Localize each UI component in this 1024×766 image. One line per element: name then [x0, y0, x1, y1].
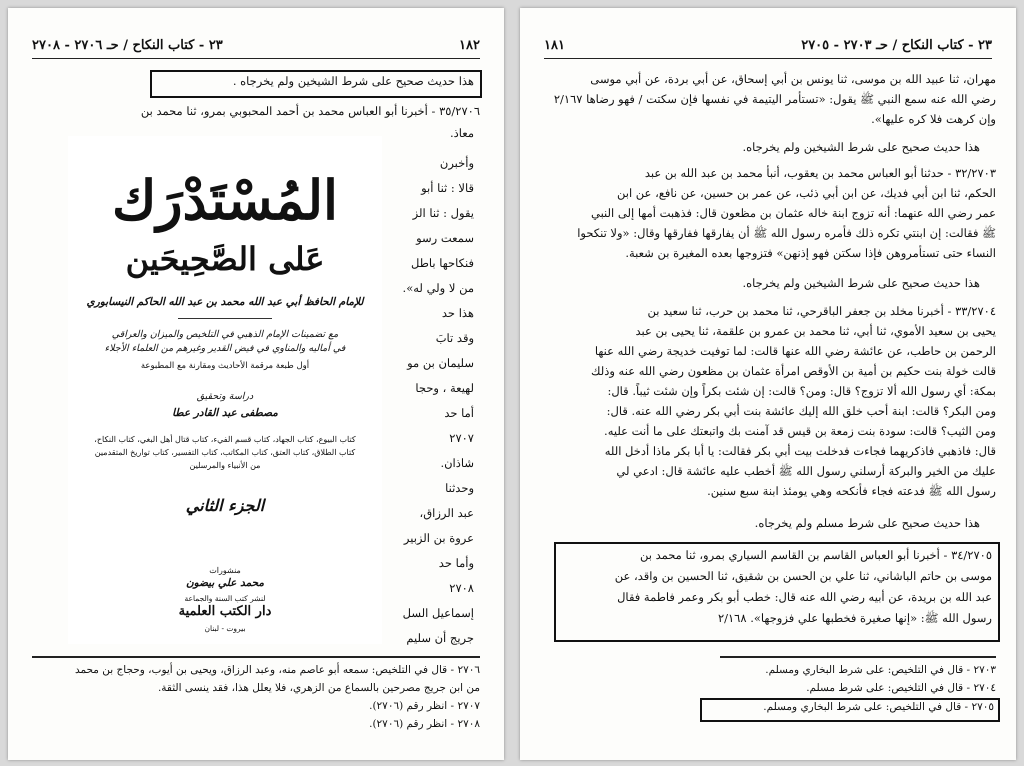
body-line: موسى بن حاتم الباشاني، ثنا علي بن الحسن بن شقيق، ثنا الحسين بن واقد، عن	[614, 569, 992, 583]
cover-description: في أماليه والمناوي في فيض القدير وغيرهم من العلماء الأجلاء	[104, 343, 346, 354]
body-line: عليك من الخير والبركة أرسلني رسول الله ﷺ أخطب عليه عائشة قال: ادعي لي	[616, 464, 996, 478]
grading-note: هذا حديث صحيح على شرط مسلم ولم يخرجاه.	[754, 516, 980, 530]
hadith-2706-head: ٣٥/٢٧٠٦ - أخبرنا أبو العباس محمد بن أحمد المحبوبي بمرو، ثنا محمد بن	[140, 104, 480, 118]
footnote-line: ٢٧٠٤ - قال في التلخيص: على شرط مسلم.	[806, 682, 996, 694]
fragment-line: من لا ولي له».	[402, 281, 474, 295]
fragment-line: عبد الرزاق،	[419, 506, 474, 520]
cover-edition-note: أول طبعة مرقمة الأحاديث ومقارنة مع المطبوعة	[140, 361, 310, 371]
cover-editor: مصطفى عبد القادر عطا	[172, 407, 278, 419]
body-line: وإن كرهت فلا كره عليها».	[871, 112, 996, 126]
fragment-line: جريج أن سليم	[406, 631, 474, 645]
body-line: مهران، ثنا عبيد الله بن موسى، ثنا يونس بن أبي إسحاق، عن أبي بردة، عن أبي موسى	[590, 72, 996, 86]
cover-divider	[178, 318, 272, 319]
fragment-line: ٢٧٠٨	[449, 581, 474, 595]
body-line: قال: فاذهبي فاذكريهما فجاءت فدخلت بيت أبي بكر فقالت: يا أبا بكر ماذا أدخل الله	[604, 444, 996, 458]
fragment-line: ٢٧٠٧	[449, 431, 474, 445]
fragment-line: سليمان بن مو	[407, 356, 474, 370]
body-line: الرحمن بن حاطب، عن عائشة رضي الله عنها قالت: لما توفيت خديجة رضي الله عنها	[594, 344, 996, 358]
footnote-divider	[720, 656, 996, 658]
cover-description: مع تضمينات الإمام الذهبي في التلخيص والميزان والعراقي	[111, 329, 339, 340]
body-line: ﷺ فقالت: إن ابنتي تكره ذلك فأمره رسول الله ﷺ أن يفارقها ففارقها وقال: «ولا تنكحوا	[577, 226, 996, 240]
body-line: ومن الثيب؟ قالت: سودة بنت زمعة بن قيس قد آمنت بك واتبعتك على ما أنت عليه.	[604, 424, 996, 438]
cover-contents: كتاب الطلاق، كتاب العتق، كتاب المكاتب، كتاب التفسير، كتاب تواريخ المتقدمين	[94, 448, 356, 457]
fragment-line: قالا : ثنا أبو	[421, 181, 474, 195]
body-line: بمكة: أي رسول الله ألا تزوج؟ قال: ومن؟ قالت: إن شئت بكراً وإن شئت ثيباً. قال:	[607, 384, 996, 398]
grading-note: هذا حديث صحيح على شرط الشيخين ولم يخرجاه.	[742, 140, 980, 154]
fragment-line: سمعت رسو	[416, 231, 474, 245]
cover-subtitle: عَلى الصَّحِيحَين	[125, 240, 325, 278]
footnote-line: ٢٧٠٧ - انظر رقم (٢٧٠٦).	[369, 700, 480, 712]
running-head: ٢٣ - كتاب النكاح / حـ ٢٧٠٣ - ٢٧٠٥	[801, 38, 992, 53]
fragment-line: يقول : ثنا الز	[412, 206, 474, 220]
publisher-label: منشورات	[209, 566, 241, 575]
fragment-line: أما حد	[444, 406, 474, 420]
cover-study-label: دراسة وتحقيق	[196, 391, 254, 402]
body-line: الحكم، ثنا ابن أبي فديك، عن ابن أبي ذئب، عن عمر بن حسين، عن نافع، عن ابن	[617, 186, 996, 200]
publisher-city: بيروت - لبنان	[204, 624, 246, 633]
right-page	[520, 8, 1016, 760]
footnote-line: من ابن جريج مصرحين بالسماع من الزهري، فلا يعلل هذا، فقد ينسى الثقة.	[157, 682, 480, 694]
publisher-house: دار الكتب العلمية	[178, 604, 272, 619]
fragment-line: وأما حد	[438, 556, 474, 570]
cover-contents: كتاب البيوع، كتاب الجهاد، كتاب قسم الفيء، كتاب قتال أهل البغي، كتاب النكاح،	[94, 435, 356, 444]
page-number: ١٨١	[544, 38, 565, 53]
running-head: ٢٣ - كتاب النكاح / حـ ٢٧٠٦ - ٢٧٠٨	[32, 38, 223, 53]
fragment-line: عروة بن الزبير	[403, 531, 474, 545]
left-page	[8, 8, 504, 760]
fragment-line: إسماعيل السل	[402, 606, 474, 620]
grading-note: هذا حديث صحيح على شرط الشيخين ولم يخرجاه .	[232, 74, 474, 88]
fragment-line: لهيعة ، وحجا	[415, 381, 474, 395]
cover-author: للإمام الحافظ أبي عبد الله محمد بن عبد الله الحاكم النيسابوري	[86, 296, 364, 308]
footnote-line: ٢٧٠٦ - قال في التلخيص: سمعه أبو عاصم منه، وعبد الرزاق، ويحيى بن أيوب، وحجاج بن محمد	[74, 664, 480, 676]
fragment-line: وأخبرن	[439, 156, 474, 170]
body-line: النساء حتى تستأمروهن فإذا سكتن فهو إذنهن» فتزوجها بعده المغيرة بن شعبة.	[625, 246, 996, 260]
cover-volume: الجزء الثاني	[185, 496, 265, 515]
grading-note: هذا حديث صحيح على شرط الشيخين ولم يخرجاه.	[742, 276, 980, 290]
cover-contents: من الأنبياء والمرسلين	[189, 461, 261, 470]
right-page-header	[544, 36, 992, 59]
body-line: ومن البكر؟ قالت: ابنة أحب خلق الله إليك عائشة بنت أبي بكر رضي الله عنه. قال:	[606, 404, 996, 418]
fragment-line: هذا حد	[441, 306, 474, 320]
body-line: يحيى بن سعيد الأموي، ثنا أبي، ثنا محمد بن عمرو بن علقمة، ثنا يحيى بن عبد	[635, 324, 996, 338]
book-cover	[68, 136, 382, 644]
footnote-line: ٢٧٠٣ - قال في التلخيص: على شرط البخاري ومسلم.	[765, 664, 996, 676]
publisher-name: محمد علي بيضون	[185, 577, 265, 589]
body-line: رسول الله ﷺ: «إنها صغيرة فخطبها علي فزوجها». ٢/١٦٨	[717, 611, 992, 625]
fragment-line: وقد تابَ	[435, 331, 474, 345]
footnote-divider	[32, 656, 480, 658]
body-line: رسول الله ﷺ فدعته فجاء فأنكحه وهي يومئذ ابنة سبع سنين.	[707, 484, 996, 498]
publisher-tagline: لنشر كتب السنة والجماعة	[184, 594, 266, 603]
footnote-line: ٢٧٠٥ - قال في التلخيص: على شرط البخاري ومسلم.	[763, 701, 994, 713]
fragment-line: وحدثنا	[445, 481, 474, 495]
body-line: قالت خولة بنت حكيم بن أمية بن الأوقص امرأة عثمان بن مظعون رضي الله عنه وذلك	[591, 364, 996, 378]
left-page-header	[32, 36, 480, 59]
page-number: ١٨٢	[459, 38, 480, 53]
body-line: عمر رضي الله عنهما: أنه تزوج ابنة خاله عثمان بن مظعون قال: فذهبت أمها إلى النبي	[591, 206, 996, 220]
body-line: رضي الله عنه سمع النبي ﷺ يقول: «تستأمر اليتيمة في نفسها فإن سكتت / فهو رضاها ٢/١٦٧	[553, 92, 996, 106]
body-line: ٣٢/٢٧٠٣ - حدثنا أبو العباس محمد بن يعقوب، أنبأ محمد بن عبد الله بن عبد	[644, 166, 996, 180]
body-line: ٣٤/٢٧٠٥ - أخبرنا أبو العباس القاسم بن القاسم السياري بمرو، ثنا محمد بن	[639, 548, 992, 562]
fragment-line: فنكاحها باطل	[411, 256, 474, 270]
hadith-2706-line: معاذ.	[450, 126, 474, 140]
fragment-line: شاذان.	[440, 456, 474, 470]
cover-title: المُسْتَدْرَك	[111, 168, 339, 232]
body-line: عبد الله بن بريدة، عن أبيه رضي الله عنه قال: خطب أبو بكر وعمر فاطمة فقال	[617, 590, 992, 604]
footnote-line: ٢٧٠٨ - انظر رقم (٢٧٠٦).	[369, 718, 480, 730]
body-line: ٣٣/٢٧٠٤ - أخبرنا مخلد بن جعفر الباقرحي، ثنا محمد بن حرب، ثنا سعيد بن	[647, 304, 996, 318]
